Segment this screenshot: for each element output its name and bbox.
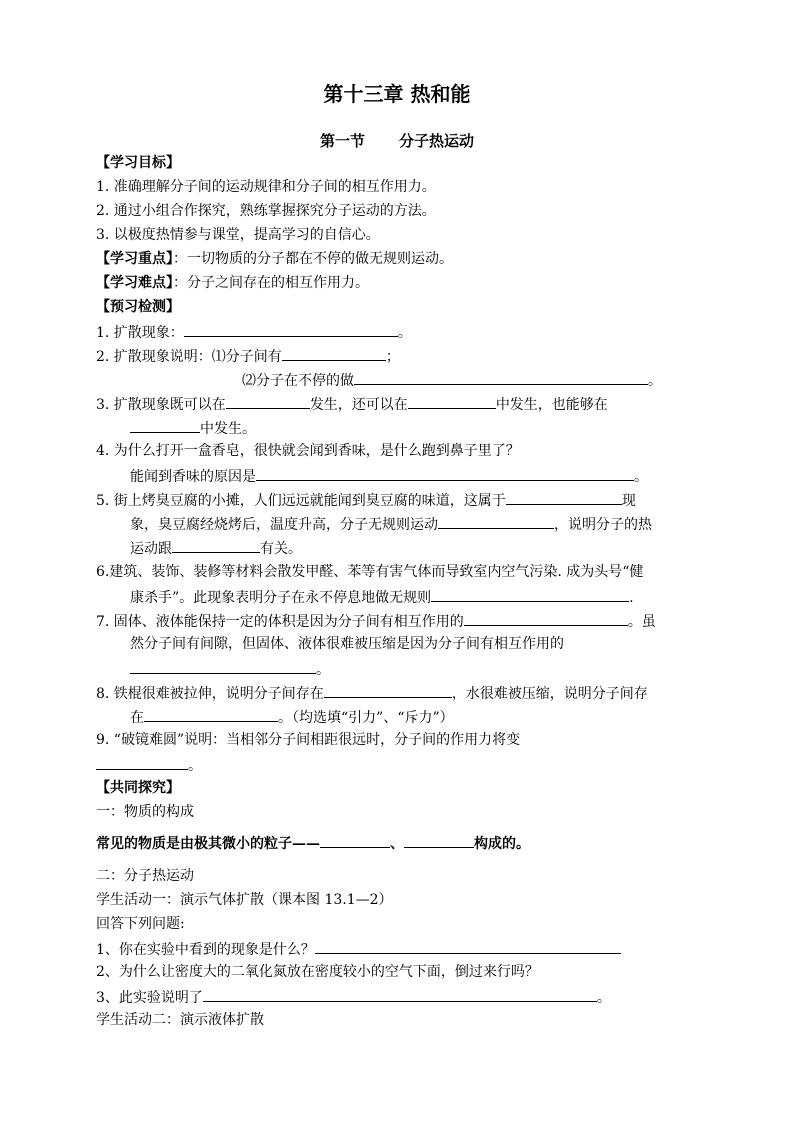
question-8-line-2: 在 。（均选填“引力”、“斥力”） bbox=[130, 706, 454, 728]
question-9: 9. “破镜难圆”说明：当相邻分子间相距很远时，分子间的作用力将变 bbox=[96, 732, 521, 748]
difficulty-line bbox=[96, 273, 369, 293]
goal-item-1: 1. 准确理解分子间的运动规律和分子间的相互作用力。 bbox=[96, 179, 436, 195]
question-2-line-2: ⑵分子在不停的做 。 bbox=[242, 369, 662, 391]
section-title bbox=[0, 130, 794, 151]
difficulty-label: 【学习难点】 bbox=[96, 275, 173, 291]
goals-header: 【学习目标】 bbox=[96, 155, 180, 171]
question-6: 6.建筑、装饰、装修等材料会散发甲醛、苯等有害气体而导致室内空气污染. 成为头号“健 bbox=[96, 564, 644, 580]
question-5-line-3: 运动跟 有关。 bbox=[130, 537, 302, 559]
question-2: 2. 扩散现象说明：⑴分子间有 ； bbox=[96, 345, 400, 367]
explore-header: 【共同探究】 bbox=[96, 780, 180, 796]
answer-blank[interactable] bbox=[184, 321, 398, 337]
question-7-line-2: 然分子间有间隙，但固体、液体很难被压缩是因为分子间有相互作用的 bbox=[130, 636, 564, 652]
activity-1: 学生活动一：演示气体扩散（课本图 13.1—2） bbox=[96, 892, 393, 908]
part-1-heading: 一：物质的构成 bbox=[96, 804, 194, 820]
question-6-line-2: 康杀手”。此现象表明分子在永不停息地做无规则 . bbox=[130, 586, 634, 608]
answer-blank[interactable] bbox=[130, 417, 200, 433]
focus-label: 【学习重点】 bbox=[96, 251, 173, 267]
difficulty-text: ：分子之间存在的相互作用力。 bbox=[173, 275, 369, 291]
goal-item-2: 2. 通过小组合作探究，熟练掌握探究分子运动的方法。 bbox=[96, 203, 436, 219]
question-1: 1. 扩散现象： 。 bbox=[96, 321, 412, 343]
question-5: 5. 街上烤臭豆腐的小摊，人们远远就能闻到臭豆腐的味道，这属于 现 bbox=[96, 489, 636, 511]
answer-blank[interactable] bbox=[324, 682, 452, 698]
answer-blank[interactable] bbox=[144, 706, 278, 722]
answer-blank[interactable] bbox=[438, 513, 554, 529]
question-3-line-2: 中发生。 bbox=[130, 417, 256, 439]
question-8: 8. 铁棍很难被拉伸，说明分子间存在 ，水很难被压缩，说明分子间存 bbox=[96, 682, 648, 704]
preview-header: 【预习检测】 bbox=[96, 299, 180, 315]
answer-blank[interactable] bbox=[256, 465, 634, 481]
answer-blank[interactable] bbox=[172, 537, 260, 553]
answer-blank[interactable] bbox=[320, 832, 390, 848]
answer-blank[interactable] bbox=[315, 938, 621, 954]
answer-blank[interactable] bbox=[431, 586, 629, 602]
chapter-title: 第十三章 热和能 bbox=[323, 82, 471, 106]
part-2-heading: 二：分子热运动 bbox=[96, 868, 194, 884]
focus-line bbox=[96, 249, 453, 269]
answer-blank[interactable] bbox=[354, 369, 648, 385]
answer-blank[interactable] bbox=[506, 489, 622, 505]
answer-blank[interactable] bbox=[226, 393, 310, 409]
answer-blank[interactable] bbox=[130, 658, 316, 674]
question-7-line-3: 。 bbox=[130, 658, 330, 680]
answer-blank[interactable] bbox=[404, 832, 474, 848]
section-name: 分子热运动 bbox=[399, 132, 475, 150]
section-number: 第一节 bbox=[319, 132, 365, 150]
question-4: 4. 为什么打开一盒香皂，很快就会闻到香味，是什么跑到鼻子里了？ bbox=[96, 443, 520, 459]
answer-blank[interactable] bbox=[96, 754, 188, 770]
answer-blank[interactable] bbox=[408, 393, 496, 409]
focus-text: ：一切物质的分子都在不停的做无规则运动。 bbox=[173, 251, 453, 267]
review-question-3: 3、此实验说明了 。 bbox=[96, 986, 611, 1008]
answer-blank[interactable] bbox=[203, 986, 597, 1002]
answer-blank[interactable] bbox=[282, 345, 386, 361]
question-9-line-2: 。 bbox=[96, 754, 202, 776]
composition-statement: 常见的物质是由极其微小的粒子—— 、 构成的。 bbox=[96, 832, 530, 854]
question-5-line-2: 象，臭豆腐经烧烤后，温度升高，分子无规则运动 ，说明分子的热 bbox=[130, 513, 652, 535]
question-3: 3. 扩散现象既可以在 发生，还可以在 中发生，也能够在 bbox=[96, 393, 608, 415]
question-4-line-2: 能闻到香味的原因是 。 bbox=[130, 465, 648, 487]
activity-2: 学生活动二：演示液体扩散 bbox=[96, 1012, 264, 1028]
goal-item-3: 3. 以极度热情参与课堂，提高学习的自信心。 bbox=[96, 227, 380, 243]
question-7: 7. 固体、液体能保持一定的体积是因为分子间有相互作用的 。虽 bbox=[96, 610, 656, 632]
answer-prompt: 回答下列问题: bbox=[96, 916, 185, 932]
answer-blank[interactable] bbox=[464, 610, 628, 626]
review-question-2: 2、为什么让密度大的二氧化氮放在密度较小的空气下面，倒过来行吗？ bbox=[96, 964, 539, 980]
review-question-1: 1、你在实验中看到的现象是什么？ bbox=[96, 938, 621, 960]
